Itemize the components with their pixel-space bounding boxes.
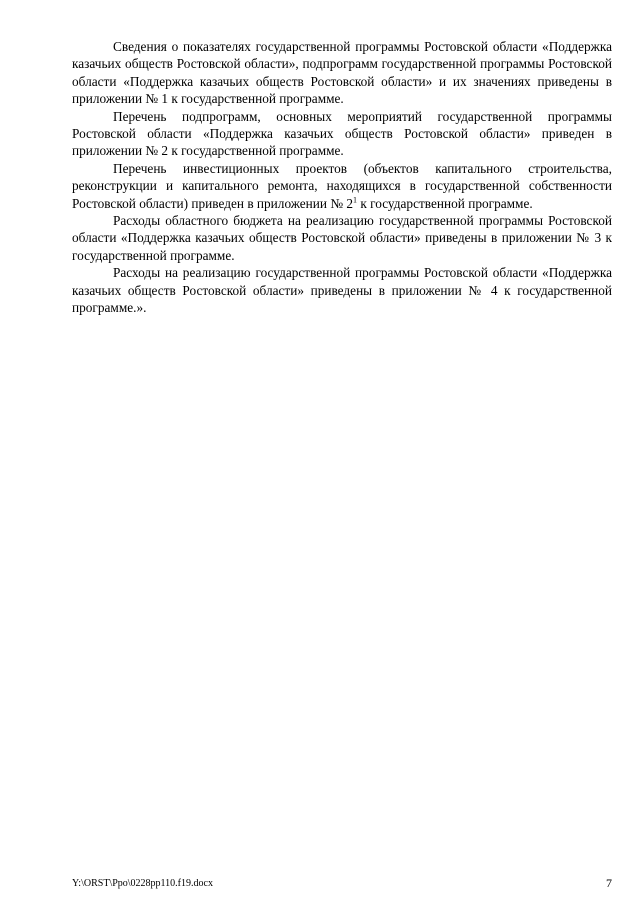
paragraph-subprograms [72,108,612,160]
paragraph-text: Перечень подпрограмм, основных мероприятий государственной программы Ростовской области «Поддержка казачьих обществ Ростовской области» приведен в приложении № 2 к государственной программе. [72,108,612,159]
document-body [72,38,612,317]
footer-file-path: Y:\ORST\Ppo\0228pp110.f19.docx [72,878,213,889]
paragraph-program-expenses [72,264,612,316]
paragraph-investment-projects [72,160,612,212]
paragraph-text: Перечень инвестиционных проектов (объектов капитального строительства, реконструкции и капитального ремонта, находящихся в государственной собственности Ростовской области) приведен в приложении № 2 [72,160,612,211]
paragraph-budget-expenses [72,212,612,264]
paragraph-text: Расходы на реализацию государственной программы Ростовской области «Поддержка казачьих обществ Ростовской области» приведены в приложении № 4 к государственной программе.». [72,265,612,316]
paragraph-indicators [72,38,612,108]
paragraph-text: Сведения о показателях государственной программы Ростовской области «Поддержка казачьих обществ Ростовской области», подпрограмм государственной программы Ростовской области «Поддержка казачьих обществ Ростовской области» и их значениях приведены в приложении № 1 к государственной программе. [72,39,612,107]
paragraph-text: Расходы областного бюджета на реализацию государственной программы Ростовской области «Поддержка казачьих обществ Ростовской области» приведены в приложении № 3 к государственной программе. [72,213,612,263]
superscript-mark: 1 [353,195,357,205]
paragraph-text-tail: к государственной программе. [357,195,533,211]
page-number: 7 [606,876,612,890]
